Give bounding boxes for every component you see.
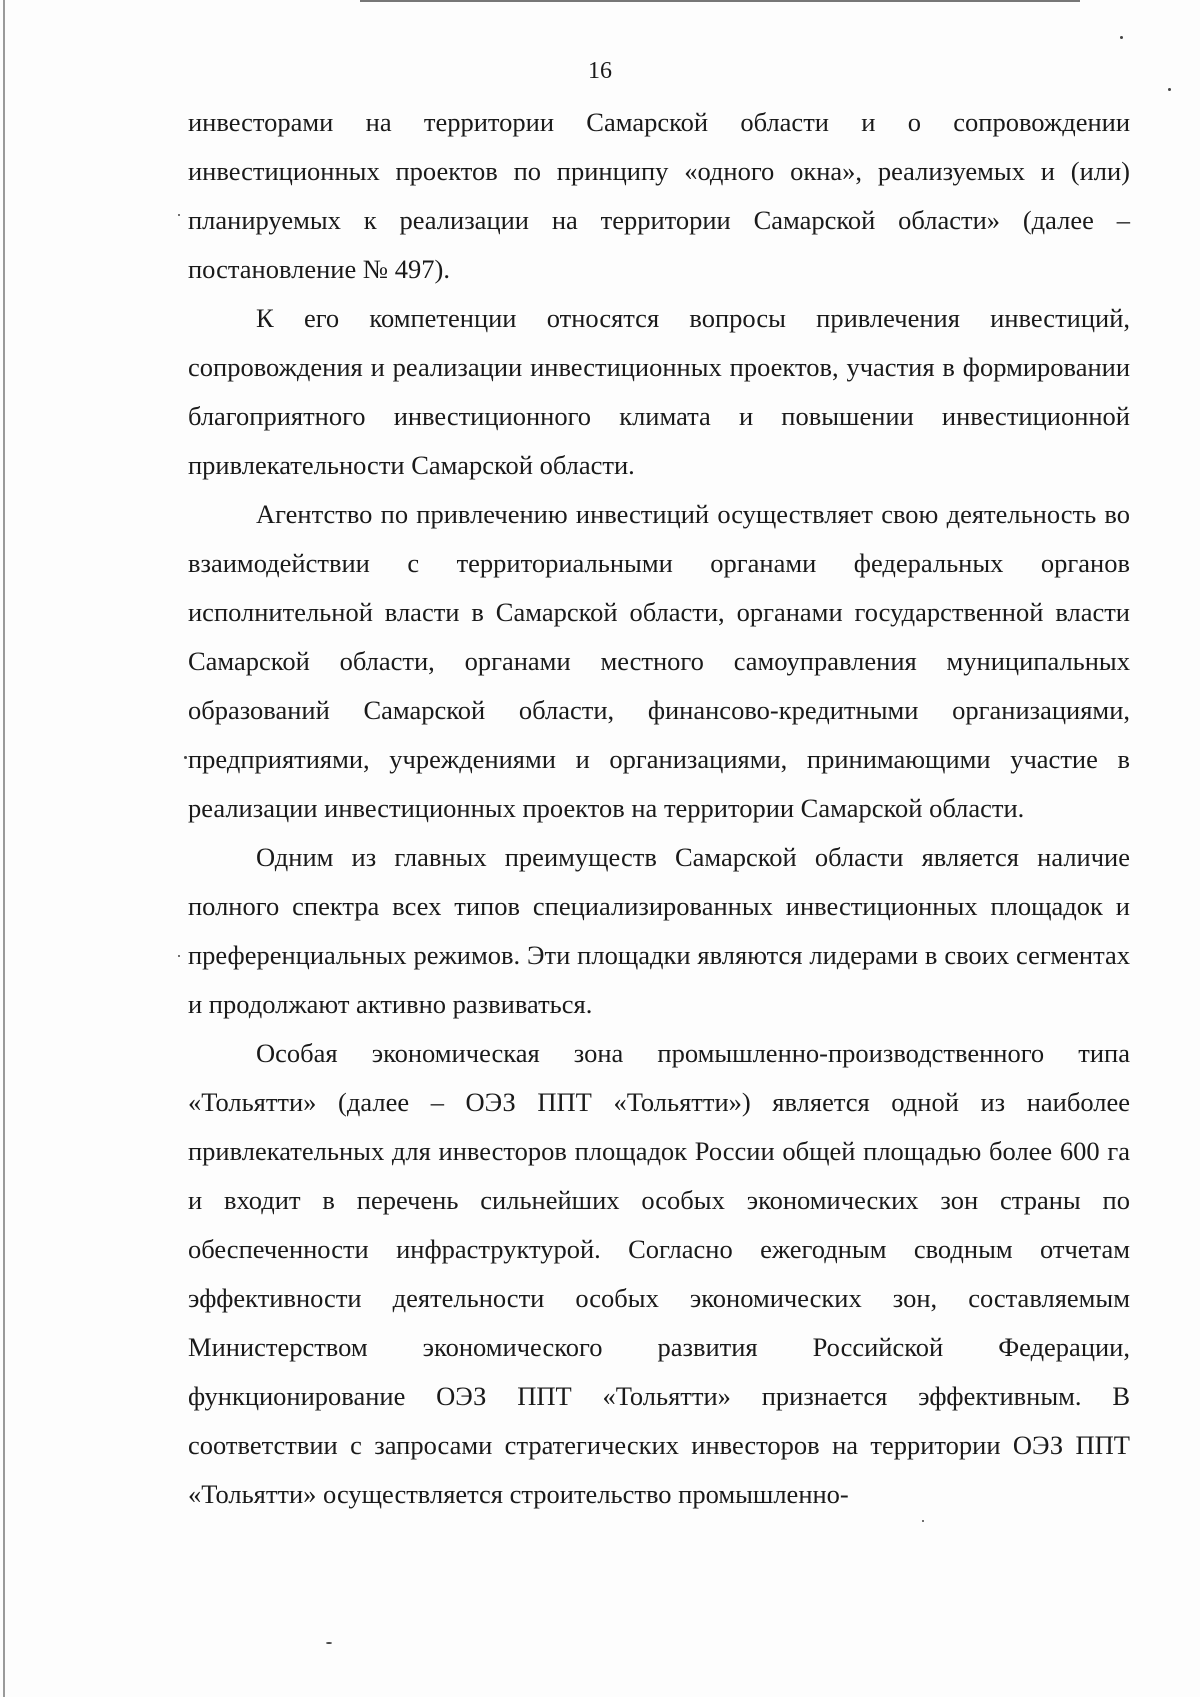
- paragraph-competence: К его компетенции относятся вопросы привлечения инвестиций, сопровождения и реализации инвестиционных проектов, участия в формировании благоприятного инвестиционного климата и повышении инвестиционной привлекательности Самарской области.: [188, 303, 1130, 480]
- scan-speck: [178, 955, 180, 957]
- paragraph-agency: Агентство по привлечению инвестиций осуществляет свою деятельность во взаимодействии с территориальными органами федеральных органов исполнительной власти в Самарской области, органами государственной власти Самарской области, органами местного самоуправления муниципальных образований Самарской области, финансово-кредитными организациями, предприятиями, учреждениями и организациями, принимающими участие в реализации инвестиционных проектов на территории Самарской области.: [188, 499, 1130, 823]
- top-scan-edge: [360, 0, 1080, 2]
- left-scan-edge: [3, 0, 5, 1697]
- paragraph-advantages: Одним из главных преимуществ Самарской области является наличие полного спектра всех типов специализированных инвестиционных площадок и преференциальных режимов. Эти площадки являются лидерами в своих сегментах и продолжают активно развиваться.: [188, 842, 1130, 1019]
- scan-speck: [1168, 88, 1171, 91]
- page-number: 16: [588, 58, 612, 84]
- body-text: [188, 98, 1130, 1519]
- paragraph-continuation: инвесторами на территории Самарской области и о сопровождении инвестиционных проектов по принципу «одного окна», реализуемых и (или) планируемых к реализации на территории Самарской области» (далее – постановление № 497).: [188, 107, 1130, 284]
- paragraph-sez-togliatti: Особая экономическая зона промышленно-производственного типа «Тольятти» (далее – ОЭЗ ППТ «Тольятти») является одной из наиболее привлекательных для инвесторов площадок России общей площадью более 600 га и входит в перечень сильнейших особых экономических зон страны по обеспеченности инфраструктурой. Согласно ежегодным сводным отчетам эффективности деятельности особых экономических зон, составляемым Министерством экономического развития Российской Федерации, функционирование ОЭЗ ППТ «Тольятти» признается эффективным. В соответствии с запросами стратегических инвесторов на территории ОЭЗ ППТ «Тольятти» осуществляется строительство промышленно-: [188, 1038, 1130, 1509]
- scan-speck: [1120, 36, 1123, 39]
- scan-speck: [178, 214, 180, 216]
- scan-speck: [184, 756, 187, 759]
- scan-speck: [922, 1520, 924, 1522]
- scan-speck: [326, 1642, 332, 1644]
